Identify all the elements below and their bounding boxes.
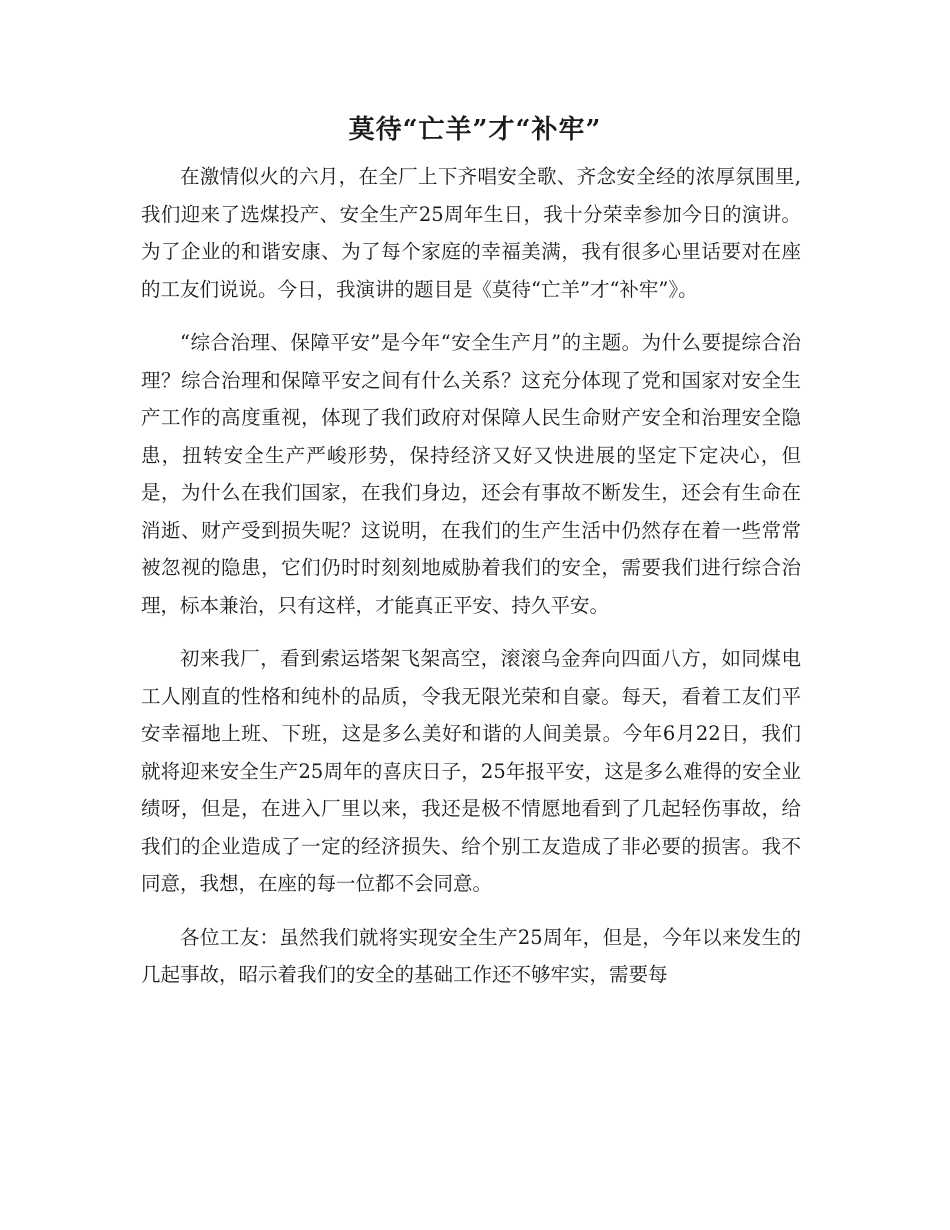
document-title: 莫待“亡羊”才“补牢” — [348, 115, 602, 145]
paragraph: 在激情似火的六月，在全厂上下齐唱安全歌、齐念安全经的浓厚氛围里,我们迎来了选煤投产、安全生产25周年生日，我十分荣幸参加今日的演讲。为了企业的和谐安康、为了每个家庭的幸福美满，我有很多心里话要对在座的工友们说说。今日，我演讲的题目是《莫待“亡羊”才“补牢”》。 — [141, 165, 801, 301]
document-body — [141, 158, 801, 1010]
paragraph: 各位工友：虽然我们就将实现安全生产25周年，但是，今年以来发生的几起事故，昭示着我们的安全的基础工作还不够牢实，需要每 — [141, 925, 801, 986]
paragraph: 初来我厂，看到索运塔架飞架高空，滚滚乌金奔向四面八方，如同煤电工人刚直的性格和纯朴的品质，令我无限光荣和自豪。每天，看着工友们平安幸福地上班、下班，这是多么美好和谐的人间美景。今年6月22日，我们就将迎来安全生产25周年的喜庆日子，25年报平安，这是多么难得的安全业绩呀，但是，在进入厂里以来，我还是极不情愿地看到了几起轻伤事故，给我们的企业造成了一定的经济损失、给个别工友造成了非必要的损害。我不同意，我想，在座的每一位都不会同意。 — [141, 647, 801, 895]
paragraph: “综合治理、保障平安”是今年“安全生产月”的主题。为什么要提综合治理？综合治理和保障平安之间有什么关系？这充分体现了党和国家对安全生产工作的高度重视，体现了我们政府对保障人民生命财产安全和治理安全隐患，扭转安全生产严峻形势，保持经济又好又快进展的坚定下定决心，但是，为什么在我们国家，在我们身边，还会有事故不断发生，还会有生命在消逝、财产受到损失呢？这说明，在我们的生产生活中仍然存在着一些常常被忽视的隐患，它们仍时时刻刻地威胁着我们的安全，需要我们进行综合治理，标本兼治，只有这样，才能真正平安、持久平安。 — [141, 331, 801, 617]
